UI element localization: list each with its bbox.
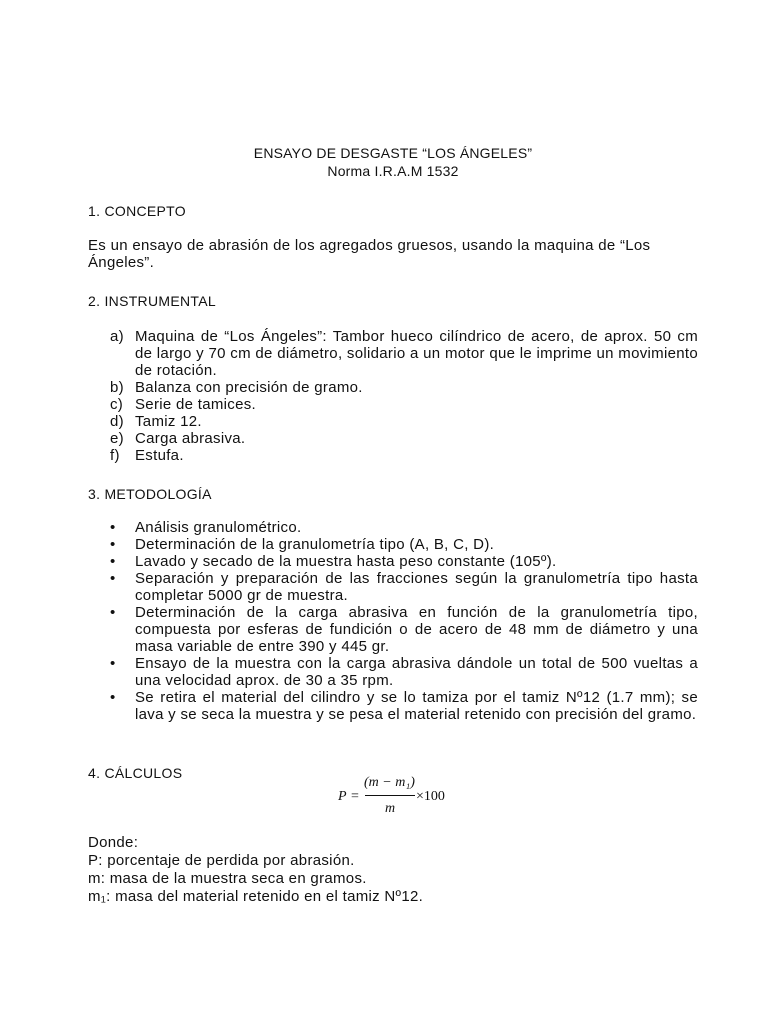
document-title: ENSAYO DE DESGASTE “LOS ÁNGELES” [253,145,533,161]
bullet-icon: • [110,570,116,587]
list-item-text: Balanza con precisión de gramo. [135,379,363,396]
section-heading-calculos: 4. CÁLCULOS [88,765,183,781]
list-item-text: Análisis granulométrico. [135,519,302,536]
list-item-text: Ensayo de la muestra con la carga abrasiva dándole un total de 500 vueltas a una velocidad aprox. de 30 a 35 rpm. [135,655,698,689]
list-item [110,604,698,655]
formula-numerator: (m − m₁) [364,775,415,790]
list-item-text: Carga abrasiva. [135,430,246,447]
list-item [110,519,698,536]
formula-denominator: m [385,801,396,816]
definition-line: m: masa de la muestra seca en gramos. [88,870,367,887]
formula-factor: ×100 [416,789,445,804]
instrumental-list [110,328,698,464]
bullet-icon: • [110,519,116,536]
list-item [110,447,698,464]
section-heading-concepto: 1. CONCEPTO [88,203,186,219]
list-item [110,413,698,430]
list-marker: f) [110,447,120,464]
document-subtitle: Norma I.R.A.M 1532 [327,163,459,179]
list-item [110,379,698,396]
formula-equals: = [351,789,359,804]
list-item-text: Maquina de “Los Ángeles”: Tambor hueco cilíndrico de acero, de aprox. 50 cm de largo y 70 cm de diámetro, solidario a un motor que le imprime un movimiento de rotación. [135,328,698,379]
section-heading-instrumental: 2. INSTRUMENTAL [88,293,216,309]
list-item-text: Determinación de la granulometría tipo (A, B, C, D). [135,536,495,553]
bullet-icon: • [110,655,116,672]
bullet-icon: • [110,604,116,621]
list-marker: d) [110,413,124,430]
list-item-text: Tamiz 12. [135,413,202,430]
list-item-text: Estufa. [135,447,184,464]
list-item [110,655,698,689]
bullet-icon: • [110,689,116,706]
list-item-text: Serie de tamices. [135,396,256,413]
list-item [110,689,698,723]
formula-lhs: P [338,789,347,804]
list-item [110,570,698,604]
list-item [110,396,698,413]
list-item [110,430,698,447]
concepto-paragraph: Es un ensayo de abrasión de los agregados gruesos, usando la maquina de “Los Ángeles”. [88,237,651,271]
section-heading-metodologia: 3. METODOLOGÍA [88,486,212,502]
donde-label: Donde: [88,834,139,851]
list-marker: a) [110,328,124,345]
bullet-icon: • [110,536,116,553]
list-item [110,328,698,379]
list-item-text: Se retira el material del cilindro y se lo tamiza por el tamiz Nº12 (1.7 mm); se lava y se seca la muestra y se pesa el material retenido con precisión del gramo. [135,689,698,723]
definition-line: m₁: masa del material retenido en el tamiz Nº12. [88,888,424,905]
list-item [110,553,698,570]
list-item-text: Determinación de la carga abrasiva en función de la granulometría tipo, compuesta por esferas de fundición o de acero de 48 mm de diámetro y una masa variable de entre 390 y 445 gr. [135,604,698,655]
list-marker: e) [110,430,124,447]
definition-line: P: porcentaje de perdida por abrasión. [88,852,355,869]
list-item-text: Separación y preparación de las fracciones según la granulometría tipo hasta completar 5000 gr de muestra. [135,570,698,604]
abrasion-formula [338,775,478,820]
list-item [110,536,698,553]
list-marker: b) [110,379,124,396]
list-marker: c) [110,396,124,413]
bullet-icon: • [110,553,116,570]
list-item-text: Lavado y secado de la muestra hasta peso constante (105º). [135,553,557,570]
fraction-bar [365,795,415,796]
definitions-block [88,834,688,906]
metodologia-list [110,519,698,723]
